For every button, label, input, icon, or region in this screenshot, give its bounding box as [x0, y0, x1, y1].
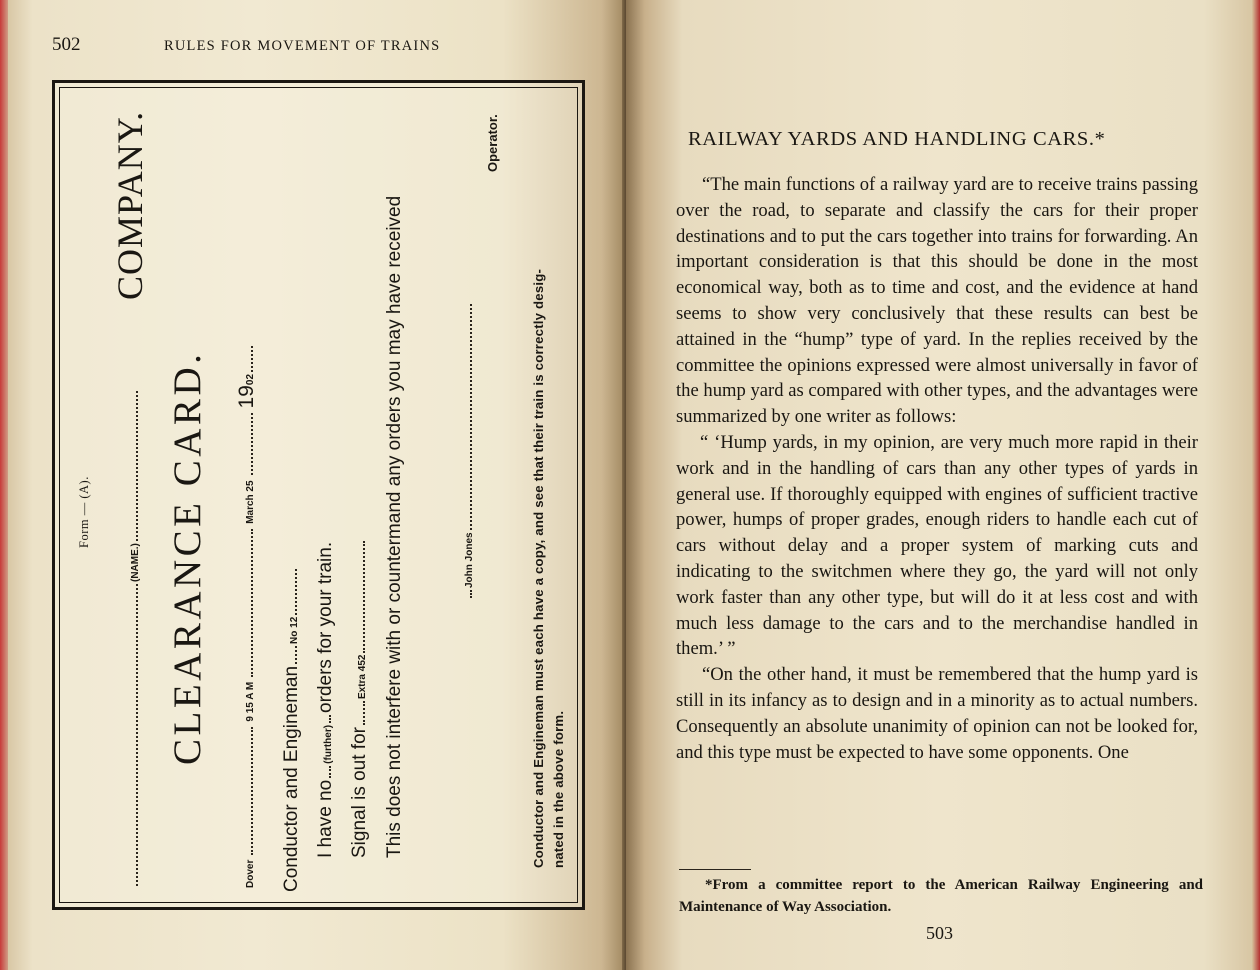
operator-handwritten: John Jones	[464, 532, 475, 588]
paragraph-3: “On the other hand, it must be remembered that the hump yard is still in its infancy as to design and in a minority as to actual numbers. Consequently an absolute unanimity of opinion can not be looked for, and this type must be expected to have some opponents. One	[676, 664, 1198, 763]
page-number-left: 502	[52, 34, 81, 55]
operator-signature-line	[462, 302, 475, 600]
page-number-right: 503	[926, 923, 953, 943]
section-title: RAILWAY YARDS AND HANDLING CARS.*	[688, 128, 1106, 150]
name-line: (NAME.)	[128, 389, 141, 888]
operator-label: Operator.	[485, 114, 500, 172]
place-blank	[251, 727, 253, 855]
article-body	[676, 172, 1198, 765]
operator-blank	[470, 304, 472, 530]
card-title: CLEARANCE CARD.	[166, 350, 209, 765]
place-date-line	[236, 344, 257, 888]
paragraph-2-quote: “ ‘Hump yards, in my opinion, are very much more rapid in their work and in the handling of cars than any other types of yards in general use. If thoroughly equipped with engines of sufficient tractive power, humps of proper grades, enough riders to handle each cut of cars without delay and a proper system of marking cuts and indicating to the switchmen where they go, the yard will not only work faster than any other type, but will do it at less cost and with much less damage to the cars and to the merchandise handled in them.’ ”	[676, 431, 1198, 660]
card-footer-line1: Conductor and Engineman must each have a copy, and see that their train is correctly desig-	[531, 268, 546, 868]
conductor-blank	[295, 646, 297, 664]
signal-handwritten: Extra 452	[357, 654, 368, 700]
year-prefix: 19	[235, 385, 258, 409]
signal-blank	[363, 701, 365, 725]
train-number-handwritten: No 12	[289, 616, 300, 644]
year-blank	[251, 346, 253, 372]
orders-line: I have no(further)orders for your train.	[315, 541, 336, 858]
name-blank-2	[136, 391, 138, 541]
company-label: COMPANY.	[110, 110, 150, 300]
interfere-line: This does not interfere with or countermand any orders you may have received	[384, 195, 405, 858]
operator-blank-start	[470, 590, 472, 598]
train-number-blank	[295, 569, 297, 615]
time-handwritten: 9 15 A M	[245, 681, 256, 722]
date-blank	[251, 413, 253, 475]
running-head: RULES FOR MOVEMENT OF TRAINS	[164, 38, 441, 54]
book-cover-edge	[1252, 0, 1260, 970]
footnote: *From a committee report to the American Railway Engineering and Maintenance of Way Association.	[679, 877, 1203, 915]
time-blank	[251, 529, 253, 677]
name-blank	[136, 584, 138, 886]
date-handwritten: March 25	[245, 480, 256, 524]
paragraph-1: “The main functions of a railway yard are to receive trains passing over the road, to separate and classify the cars for their proper destinations and to put the cars together into trains for forwarding. An important consideration is that this should be done in the most economical way, both as to time and cost, and the evidence at hand seems to show very conclusively that these results can best be attained in the “hump” type of yard. In the replies received by the committee the opinions expressed were almost universally in favor of the hump yard as compared with other types, and the advantages were summarized by one writer as follows:	[676, 174, 1198, 428]
card-footer-line2: nated in the above form.	[551, 710, 566, 868]
conductor-line: Conductor and EnginemanNo 12	[282, 567, 301, 892]
footnote-rule	[679, 869, 751, 870]
place-handwritten: Dover	[245, 859, 256, 888]
signal-blank-2	[363, 541, 365, 653]
signal-line: Signal is out forExtra 452	[350, 539, 369, 858]
form-label: Form — (A).	[77, 476, 91, 548]
orders-blank	[329, 766, 331, 778]
year-handwritten: 02	[245, 373, 256, 386]
further-blank	[329, 715, 331, 723]
